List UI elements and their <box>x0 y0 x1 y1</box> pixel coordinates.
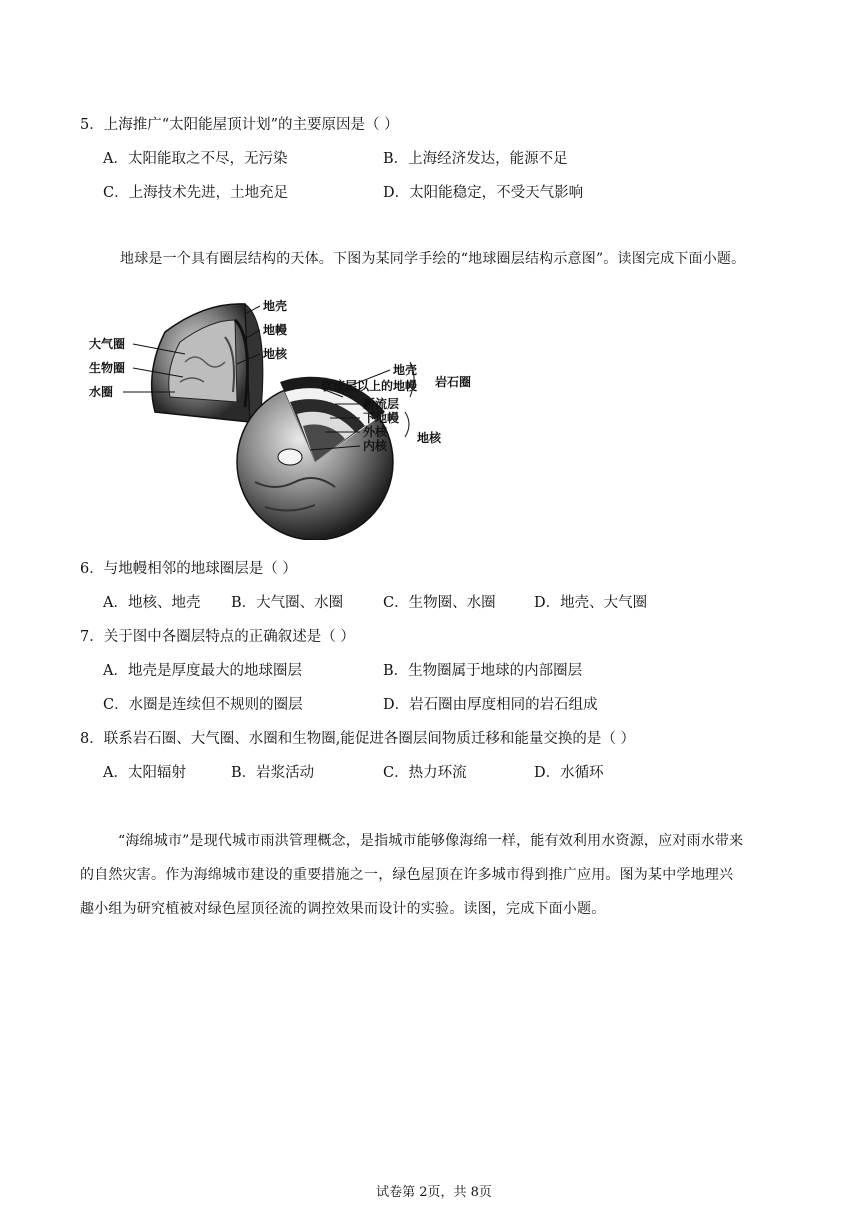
label-atmosphere: 大气圈 <box>89 337 126 351</box>
label-inner-core: 内核 <box>363 439 388 453</box>
q7-option-b: B．生物圈属于地球的内部圈层 <box>383 663 583 679</box>
q7-stem: 7．关于图中各圈层特点的正确叙述是（ ） <box>80 629 355 645</box>
q5-stem: 5．上海推广“太阳能屋顶计划”的主要原因是（ ） <box>80 117 399 133</box>
q6-option-c: C．生物圈、水圈 <box>383 595 496 611</box>
q5-option-b: B．上海经济发达，能源不足 <box>383 151 568 167</box>
passage-sponge-city-line-3: 趣小组为研究植被对绿色屋顶径流的调控效果而设计的实验。读图，完成下面小题。 <box>80 901 606 917</box>
q6-option-a: A．地核、地壳 <box>103 595 201 611</box>
q7-option-c: C．水圈是连续但不规则的圈层 <box>103 697 303 713</box>
label-mantle-top: 地幔 <box>263 323 288 337</box>
q5-option-a: A．太阳能取之不尽，无污染 <box>103 151 288 167</box>
q7-option-d: D．岩石圈由厚度相同的岩石组成 <box>383 697 598 713</box>
earth-layers-diagram <box>85 292 505 540</box>
q6-stem: 6．与地幔相邻的地球圈层是（ ） <box>80 561 297 577</box>
label-asthenosphere: 新流层 <box>363 397 400 411</box>
q5-option-c: C．上海技术先进，土地充足 <box>103 185 289 201</box>
passage-sponge-city-line-2: 的自然灾害。作为海绵城市建设的重要措施之一，绿色屋顶在许多城市得到推广应用。图为某中学地理兴 <box>80 867 734 883</box>
label-hydrosphere: 水圈 <box>89 385 114 399</box>
q8-option-b: B．岩浆活动 <box>231 765 315 781</box>
label-crust-right: 地壳 <box>393 363 418 377</box>
outer-spheres-model <box>152 304 263 422</box>
passage-sponge-city-line-1: “海绵城市”是现代城市雨洪管理概念，是指城市能够像海绵一样，能有效利用水资源，应对雨水带来 <box>118 833 744 849</box>
label-biosphere: 生物圈 <box>89 361 126 375</box>
passage-earth-layers: 地球是一个具有圈层结构的天体。下图为某同学手绘的“地球圈层结构示意图”。读图完成下面小题。 <box>120 251 746 267</box>
label-upper-mantle: 软流层以上的地幔 <box>321 379 418 393</box>
label-core-group: 地核 <box>417 431 442 445</box>
q8-option-d: D．水循环 <box>534 765 604 781</box>
q6-option-d: D．地壳、大气圈 <box>534 595 648 611</box>
page-footer: 试卷第 2页，共 8页 <box>376 1185 492 1200</box>
label-lower-mantle: 下地幔 <box>363 411 400 425</box>
q8-option-a: A．太阳辐射 <box>103 765 186 781</box>
label-core-top: 地核 <box>263 347 288 361</box>
label-crust-top: 地壳 <box>263 299 288 313</box>
q5-option-d: D．太阳能稳定，不受天气影响 <box>383 185 584 201</box>
label-outer-core: 外核 <box>363 425 388 439</box>
label-lithosphere: 岩石圈 <box>435 375 472 389</box>
q8-option-c: C．热力环流 <box>383 765 467 781</box>
earth-layers-figure <box>85 292 505 540</box>
q7-option-a: A．地壳是厚度最大的地球圈层 <box>103 663 302 679</box>
q6-option-b: B．大气圈、水圈 <box>231 595 344 611</box>
q8-stem: 8．联系岩石圈、大气圈、水圈和生物圈,能促进各圈层间物质迁移和能量交换的是（ ） <box>80 731 635 747</box>
